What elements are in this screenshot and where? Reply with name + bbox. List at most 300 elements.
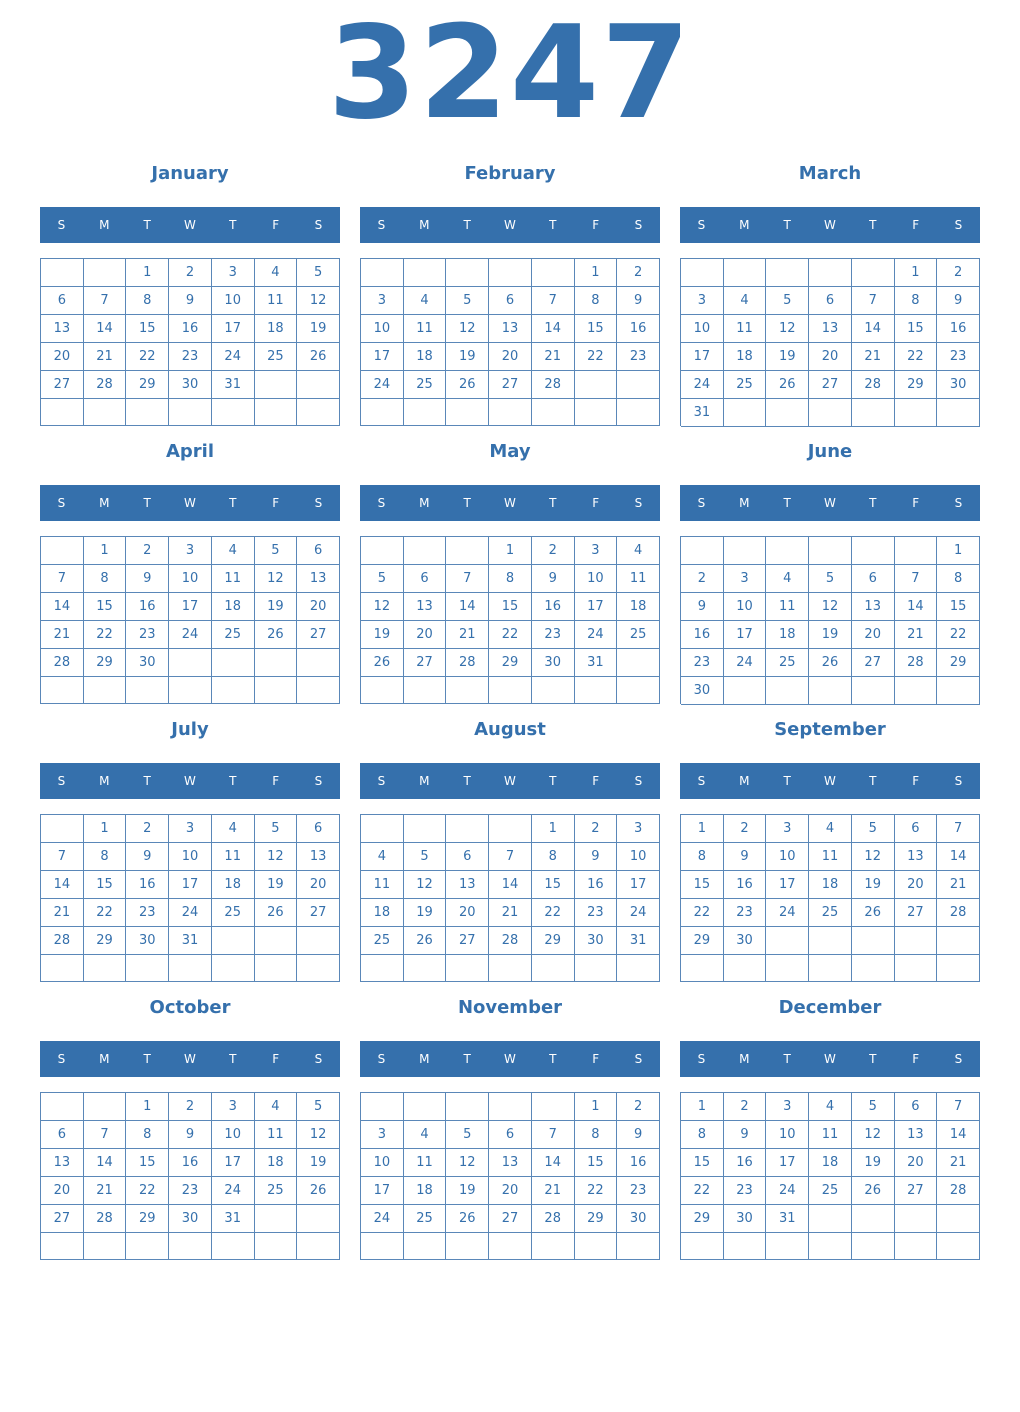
day-cell: 15 (895, 315, 938, 343)
day-cell: 30 (681, 677, 724, 705)
day-cell: 27 (41, 1205, 84, 1233)
empty-day-cell (84, 955, 127, 982)
day-cell: 9 (126, 843, 169, 871)
day-cell: 22 (575, 343, 618, 371)
day-cell: 27 (895, 899, 938, 927)
empty-day-cell (575, 371, 618, 399)
day-cell: 8 (532, 843, 575, 871)
day-cell: 22 (84, 621, 127, 649)
day-cell: 17 (766, 1149, 809, 1177)
empty-day-cell (852, 259, 895, 287)
day-cell: 1 (937, 537, 980, 565)
empty-day-cell (41, 537, 84, 565)
day-cell: 28 (937, 1177, 980, 1205)
month-title: February (464, 163, 556, 184)
day-cell: 17 (169, 593, 212, 621)
month-october (40, 990, 340, 1268)
day-cell: 22 (84, 899, 127, 927)
day-cell: 30 (126, 649, 169, 677)
day-cell: 18 (404, 343, 447, 371)
day-cell: 8 (681, 1121, 724, 1149)
weekday-label: W (184, 774, 196, 788)
day-cell: 16 (126, 871, 169, 899)
weekday-label: S (697, 218, 706, 232)
empty-day-cell (809, 1205, 852, 1233)
day-cell: 15 (126, 315, 169, 343)
day-cell: 25 (809, 1177, 852, 1205)
empty-day-cell (895, 677, 938, 705)
day-cell: 28 (41, 649, 84, 677)
weekday-label: T (869, 496, 877, 510)
day-cell: 29 (532, 927, 575, 955)
day-cell: 2 (169, 1093, 212, 1121)
day-cell: 18 (255, 315, 298, 343)
day-cell: 3 (361, 1121, 404, 1149)
empty-day-cell (361, 1233, 404, 1260)
day-cell: 29 (489, 649, 532, 677)
weekday-header (40, 485, 340, 521)
day-cell: 28 (937, 899, 980, 927)
empty-day-cell (681, 1233, 724, 1260)
day-cell: 19 (297, 1149, 340, 1177)
day-cell: 11 (361, 871, 404, 899)
empty-day-cell (809, 537, 852, 565)
day-grid (360, 814, 660, 982)
empty-day-cell (255, 649, 298, 677)
empty-day-cell (852, 677, 895, 705)
day-cell: 12 (852, 843, 895, 871)
day-cell: 8 (681, 843, 724, 871)
day-cell: 25 (404, 371, 447, 399)
day-cell: 16 (724, 1149, 767, 1177)
month-title: December (778, 997, 882, 1018)
day-cell: 15 (575, 315, 618, 343)
day-cell: 28 (84, 371, 127, 399)
day-cell: 22 (895, 343, 938, 371)
day-cell: 2 (681, 565, 724, 593)
empty-day-cell (724, 259, 767, 287)
month-title: January (151, 163, 229, 184)
empty-day-cell (532, 259, 575, 287)
empty-day-cell (84, 1233, 127, 1260)
day-cell: 14 (41, 593, 84, 621)
empty-day-cell (126, 677, 169, 704)
day-cell: 26 (255, 899, 298, 927)
empty-day-cell (532, 677, 575, 704)
empty-day-cell (489, 955, 532, 982)
day-grid (360, 258, 660, 426)
weekday-label: T (869, 1052, 877, 1066)
weekday-label: S (377, 1052, 386, 1066)
weekday-label: T (229, 218, 237, 232)
empty-day-cell (809, 259, 852, 287)
day-cell: 14 (84, 315, 127, 343)
empty-day-cell (404, 955, 447, 982)
weekday-label: S (314, 218, 323, 232)
day-cell: 24 (212, 1177, 255, 1205)
day-grid (680, 258, 980, 426)
day-cell: 24 (361, 1205, 404, 1233)
empty-day-cell (937, 1233, 980, 1260)
empty-day-cell (169, 955, 212, 982)
day-cell: 29 (681, 927, 724, 955)
day-cell: 7 (489, 843, 532, 871)
day-cell: 24 (766, 899, 809, 927)
day-cell: 23 (724, 1177, 767, 1205)
day-cell: 1 (126, 1093, 169, 1121)
day-cell: 22 (937, 621, 980, 649)
weekday-label: M (739, 774, 750, 788)
day-cell: 18 (212, 593, 255, 621)
day-cell: 8 (126, 287, 169, 315)
weekday-label: T (869, 774, 877, 788)
weekday-label: T (143, 218, 151, 232)
weekday-label: T (549, 774, 557, 788)
day-cell: 9 (169, 1121, 212, 1149)
day-cell: 2 (724, 1093, 767, 1121)
day-cell: 26 (766, 371, 809, 399)
day-cell: 30 (724, 1205, 767, 1233)
day-cell: 1 (575, 1093, 618, 1121)
day-cell: 22 (126, 1177, 169, 1205)
day-cell: 20 (895, 1149, 938, 1177)
day-cell: 17 (617, 871, 660, 899)
month-august (360, 712, 660, 990)
day-cell: 27 (297, 899, 340, 927)
day-grid (680, 1092, 980, 1260)
day-grid (40, 258, 340, 426)
empty-day-cell (489, 1233, 532, 1260)
day-cell: 6 (489, 287, 532, 315)
day-cell: 28 (895, 649, 938, 677)
day-cell: 27 (489, 371, 532, 399)
empty-day-cell (212, 955, 255, 982)
day-cell: 30 (126, 927, 169, 955)
day-cell: 31 (766, 1205, 809, 1233)
month-title: July (171, 719, 209, 740)
day-cell: 5 (446, 287, 489, 315)
day-cell: 3 (212, 1093, 255, 1121)
weekday-label: T (143, 1052, 151, 1066)
empty-day-cell (212, 649, 255, 677)
day-cell: 25 (724, 371, 767, 399)
empty-day-cell (126, 399, 169, 426)
empty-day-cell (766, 955, 809, 982)
empty-day-cell (724, 399, 767, 427)
day-cell: 11 (809, 1121, 852, 1149)
empty-day-cell (852, 955, 895, 982)
month-title: September (774, 719, 886, 740)
empty-day-cell (84, 1093, 127, 1121)
day-cell: 13 (404, 593, 447, 621)
weekday-label: F (912, 218, 920, 232)
weekday-header (40, 763, 340, 799)
day-cell: 27 (297, 621, 340, 649)
day-cell: 26 (446, 371, 489, 399)
day-cell: 22 (126, 343, 169, 371)
weekday-label: S (954, 774, 963, 788)
weekday-label: W (184, 1052, 196, 1066)
month-title: August (474, 719, 546, 740)
day-cell: 11 (766, 593, 809, 621)
day-cell: 26 (297, 343, 340, 371)
day-cell: 3 (766, 1093, 809, 1121)
day-cell: 28 (84, 1205, 127, 1233)
empty-day-cell (446, 815, 489, 843)
empty-day-cell (617, 677, 660, 704)
day-cell: 1 (895, 259, 938, 287)
day-cell: 23 (169, 1177, 212, 1205)
day-cell: 1 (84, 815, 127, 843)
day-cell: 4 (809, 1093, 852, 1121)
day-cell: 12 (361, 593, 404, 621)
empty-day-cell (255, 371, 298, 399)
empty-day-cell (41, 815, 84, 843)
empty-day-cell (297, 677, 340, 704)
day-cell: 3 (681, 287, 724, 315)
day-cell: 17 (681, 343, 724, 371)
empty-day-cell (297, 927, 340, 955)
day-cell: 20 (895, 871, 938, 899)
empty-day-cell (169, 399, 212, 426)
day-cell: 2 (937, 259, 980, 287)
day-cell: 18 (212, 871, 255, 899)
day-cell: 25 (809, 899, 852, 927)
weekday-label: S (377, 774, 386, 788)
day-cell: 14 (41, 871, 84, 899)
weekday-label: T (229, 1052, 237, 1066)
day-cell: 15 (681, 871, 724, 899)
day-cell: 20 (809, 343, 852, 371)
day-cell: 14 (532, 315, 575, 343)
empty-day-cell (809, 677, 852, 705)
day-cell: 13 (489, 315, 532, 343)
day-cell: 31 (575, 649, 618, 677)
day-cell: 7 (937, 1093, 980, 1121)
weekday-label: S (954, 218, 963, 232)
day-cell: 18 (766, 621, 809, 649)
day-cell: 22 (681, 1177, 724, 1205)
empty-day-cell (575, 1233, 618, 1260)
weekday-header (360, 763, 660, 799)
day-cell: 23 (617, 1177, 660, 1205)
weekday-label: S (634, 218, 643, 232)
day-cell: 29 (895, 371, 938, 399)
day-cell: 13 (297, 843, 340, 871)
day-cell: 12 (852, 1121, 895, 1149)
empty-day-cell (361, 677, 404, 704)
day-cell: 8 (575, 287, 618, 315)
empty-day-cell (169, 677, 212, 704)
weekday-label: T (143, 496, 151, 510)
day-cell: 3 (169, 537, 212, 565)
day-cell: 3 (361, 287, 404, 315)
day-cell: 21 (41, 621, 84, 649)
day-cell: 28 (489, 927, 532, 955)
empty-day-cell (169, 1233, 212, 1260)
day-cell: 19 (297, 315, 340, 343)
empty-day-cell (681, 537, 724, 565)
empty-day-cell (404, 259, 447, 287)
empty-day-cell (41, 677, 84, 704)
day-cell: 23 (532, 621, 575, 649)
day-cell: 10 (212, 1121, 255, 1149)
day-cell: 16 (617, 1149, 660, 1177)
empty-day-cell (852, 927, 895, 955)
day-cell: 19 (852, 871, 895, 899)
weekday-label: T (549, 1052, 557, 1066)
day-cell: 5 (255, 815, 298, 843)
empty-day-cell (724, 677, 767, 705)
day-cell: 18 (404, 1177, 447, 1205)
day-cell: 1 (681, 1093, 724, 1121)
day-cell: 30 (575, 927, 618, 955)
day-cell: 19 (446, 343, 489, 371)
empty-day-cell (575, 955, 618, 982)
day-cell: 1 (126, 259, 169, 287)
empty-day-cell (404, 537, 447, 565)
weekday-header (680, 763, 980, 799)
empty-day-cell (724, 537, 767, 565)
weekday-label: W (184, 496, 196, 510)
empty-day-cell (297, 371, 340, 399)
day-cell: 8 (84, 843, 127, 871)
day-cell: 12 (766, 315, 809, 343)
empty-day-cell (937, 927, 980, 955)
weekday-label: W (504, 1052, 516, 1066)
weekday-label: T (783, 1052, 791, 1066)
day-cell: 9 (575, 843, 618, 871)
day-cell: 23 (126, 621, 169, 649)
day-cell: 24 (169, 621, 212, 649)
weekday-header (680, 207, 980, 243)
day-cell: 19 (255, 871, 298, 899)
day-cell: 7 (446, 565, 489, 593)
weekday-header (360, 485, 660, 521)
day-cell: 1 (575, 259, 618, 287)
weekday-label: T (549, 218, 557, 232)
day-cell: 6 (297, 537, 340, 565)
day-cell: 17 (724, 621, 767, 649)
day-cell: 16 (681, 621, 724, 649)
empty-day-cell (489, 399, 532, 426)
day-cell: 21 (532, 343, 575, 371)
day-cell: 10 (169, 565, 212, 593)
day-cell: 6 (852, 565, 895, 593)
weekday-label: T (463, 774, 471, 788)
day-cell: 11 (809, 843, 852, 871)
empty-day-cell (255, 927, 298, 955)
day-cell: 30 (532, 649, 575, 677)
day-cell: 9 (724, 1121, 767, 1149)
day-cell: 12 (446, 1149, 489, 1177)
day-cell: 17 (169, 871, 212, 899)
weekday-label: W (824, 496, 836, 510)
day-cell: 28 (532, 371, 575, 399)
day-cell: 2 (575, 815, 618, 843)
day-cell: 18 (255, 1149, 298, 1177)
empty-day-cell (809, 927, 852, 955)
day-cell: 15 (937, 593, 980, 621)
day-cell: 12 (809, 593, 852, 621)
day-cell: 13 (446, 871, 489, 899)
weekday-label: M (419, 496, 430, 510)
day-cell: 13 (852, 593, 895, 621)
day-cell: 9 (617, 1121, 660, 1149)
day-cell: 23 (169, 343, 212, 371)
day-cell: 12 (255, 843, 298, 871)
empty-day-cell (361, 537, 404, 565)
weekday-label: M (99, 774, 110, 788)
day-cell: 4 (212, 537, 255, 565)
day-cell: 12 (297, 1121, 340, 1149)
day-cell: 8 (575, 1121, 618, 1149)
weekday-label: F (592, 774, 600, 788)
day-cell: 12 (255, 565, 298, 593)
day-cell: 21 (895, 621, 938, 649)
empty-day-cell (809, 1233, 852, 1260)
weekday-label: T (783, 774, 791, 788)
weekday-label: T (463, 218, 471, 232)
weekday-label: W (824, 1052, 836, 1066)
day-cell: 19 (255, 593, 298, 621)
day-cell: 30 (169, 371, 212, 399)
empty-day-cell (489, 259, 532, 287)
weekday-label: M (99, 496, 110, 510)
empty-day-cell (169, 649, 212, 677)
day-cell: 18 (617, 593, 660, 621)
weekday-label: W (504, 496, 516, 510)
day-cell: 16 (126, 593, 169, 621)
day-cell: 7 (41, 565, 84, 593)
day-cell: 2 (617, 1093, 660, 1121)
empty-day-cell (532, 399, 575, 426)
day-cell: 4 (361, 843, 404, 871)
day-cell: 24 (766, 1177, 809, 1205)
day-cell: 31 (212, 1205, 255, 1233)
day-cell: 5 (852, 815, 895, 843)
empty-day-cell (255, 955, 298, 982)
day-cell: 26 (446, 1205, 489, 1233)
day-grid (680, 814, 980, 982)
day-cell: 29 (84, 927, 127, 955)
day-cell: 10 (212, 287, 255, 315)
empty-day-cell (766, 537, 809, 565)
month-june (680, 434, 980, 712)
weekday-label: F (272, 774, 280, 788)
empty-day-cell (404, 1233, 447, 1260)
day-grid (40, 536, 340, 704)
day-cell: 26 (852, 1177, 895, 1205)
day-cell: 3 (724, 565, 767, 593)
day-cell: 20 (489, 1177, 532, 1205)
weekday-label: T (783, 218, 791, 232)
month-title: October (149, 997, 231, 1018)
weekday-label: S (697, 1052, 706, 1066)
day-cell: 6 (446, 843, 489, 871)
empty-day-cell (724, 955, 767, 982)
day-cell: 5 (446, 1121, 489, 1149)
weekday-label: W (824, 774, 836, 788)
weekday-label: T (783, 496, 791, 510)
day-cell: 10 (361, 1149, 404, 1177)
day-cell: 20 (446, 899, 489, 927)
day-cell: 24 (169, 899, 212, 927)
day-cell: 6 (895, 815, 938, 843)
empty-day-cell (852, 399, 895, 427)
day-cell: 25 (766, 649, 809, 677)
day-cell: 6 (404, 565, 447, 593)
